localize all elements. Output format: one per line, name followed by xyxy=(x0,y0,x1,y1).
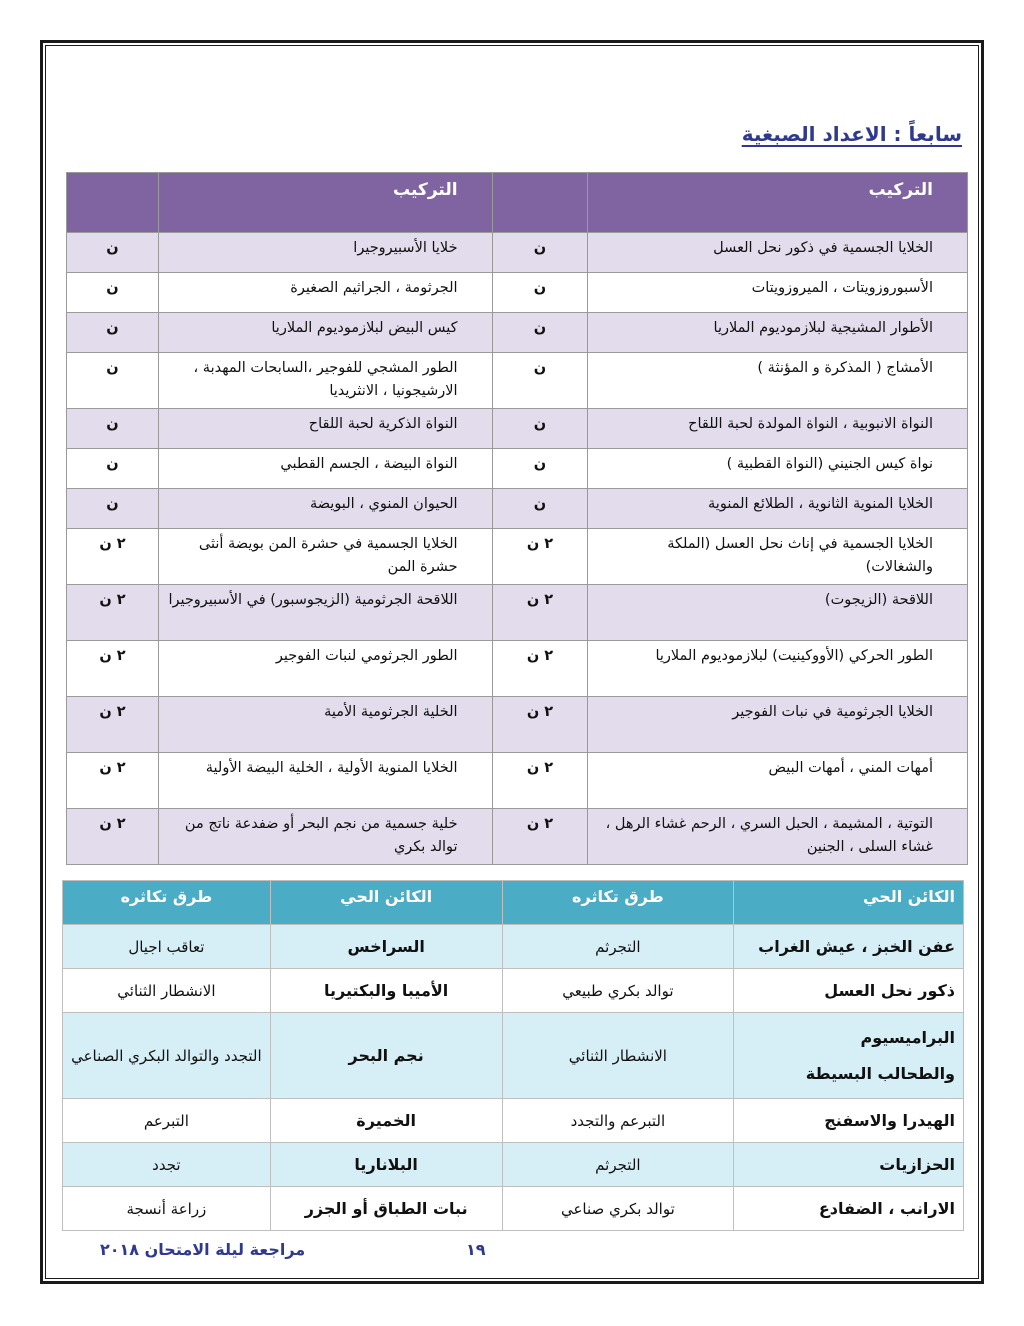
ploidy-table xyxy=(66,172,968,865)
ploidy-cell: ن xyxy=(67,273,159,313)
structure-cell: الخلايا الجسمية في ذكور نحل العسل xyxy=(588,233,968,273)
ploidy-cell: ن xyxy=(67,409,159,449)
ploidy-cell: ن xyxy=(492,313,588,353)
ploidy-cell: ن xyxy=(492,353,588,409)
structure-cell: الطور المشجي للفوجير ،السابحات المهدبة ، الارشيجونيا ، الانثريديا xyxy=(158,353,492,409)
structure-cell: الجرثومة ، الجراثيم الصغيرة xyxy=(158,273,492,313)
table-row xyxy=(67,273,968,313)
organism-cell: نجم البحر xyxy=(270,1013,502,1099)
structure-cell: خلية جسمية من نجم البحر أو ضفدعة ناتج من توالد بكري xyxy=(158,809,492,865)
table-row xyxy=(67,489,968,529)
ploidy-cell: ٢ ن xyxy=(67,585,159,641)
structure-cell: اللاقحة (الزيجوت) xyxy=(588,585,968,641)
structure-cell: الحيوان المنوي ، البويضة xyxy=(158,489,492,529)
header-ploidy-b xyxy=(67,173,159,233)
ploidy-cell: ٢ ن xyxy=(492,585,588,641)
ploidy-cell: ن xyxy=(67,449,159,489)
ploidy-cell: ٢ ن xyxy=(492,809,588,865)
method-cell: التجدد والتوالد البكري الصناعي xyxy=(63,1013,271,1099)
method-cell: توالد بكري صناعي xyxy=(502,1187,734,1231)
table-row xyxy=(63,969,964,1013)
table-row xyxy=(67,641,968,697)
table-row xyxy=(67,809,968,865)
structure-cell: النواة الذكرية لحبة اللقاح xyxy=(158,409,492,449)
ploidy-cell: ٢ ن xyxy=(67,529,159,585)
header-organism-a: الكائن الحي xyxy=(734,881,964,925)
page-number: ١٩ xyxy=(466,1240,486,1259)
ploidy-cell: ن xyxy=(67,489,159,529)
structure-cell: الخلايا الجسمية في حشرة المن بويضة أنثى حشرة المن xyxy=(158,529,492,585)
section-title: سابعاً : الاعداد الصبغية xyxy=(741,122,962,146)
method-cell: الانشطار الثنائي xyxy=(502,1013,734,1099)
structure-cell: الخلايا المنوية الثانوية ، الطلائع المنوية xyxy=(588,489,968,529)
organism-cell: الهيدرا والاسفنج xyxy=(734,1099,964,1143)
table-row xyxy=(63,1187,964,1231)
table-row xyxy=(67,353,968,409)
ploidy-cell: ٢ ن xyxy=(492,697,588,753)
organism-cell: نبات الطباق أو الجزر xyxy=(270,1187,502,1231)
organism-cell: السراخس xyxy=(270,925,502,969)
organism-cell: البلاناريا xyxy=(270,1143,502,1187)
structure-cell: الخلية الجرثومية الأمية xyxy=(158,697,492,753)
ploidy-cell: ٢ ن xyxy=(67,641,159,697)
organism-cell xyxy=(734,1013,964,1099)
ploidy-cell: ن xyxy=(492,449,588,489)
ploidy-cell: ٢ ن xyxy=(67,697,159,753)
organism-cell: الحزازيات xyxy=(734,1143,964,1187)
structure-cell: التوتية ، المشيمة ، الحبل السري ، الرحم غشاء الرهل ، غشاء السلى ، الجنين xyxy=(588,809,968,865)
table-row xyxy=(63,1099,964,1143)
organism-line: البراميسيوم xyxy=(860,1027,955,1047)
header-method-b: طرق تكاثره xyxy=(63,881,271,925)
organism-line: والطحالب البسيطة xyxy=(805,1063,955,1083)
header-method-a: طرق تكاثره xyxy=(502,881,734,925)
table-row xyxy=(67,449,968,489)
method-cell: الانشطار الثنائي xyxy=(63,969,271,1013)
table-row xyxy=(67,753,968,809)
method-cell: التبرعم والتجدد xyxy=(502,1099,734,1143)
organism-cell: ذكور نحل العسل xyxy=(734,969,964,1013)
header-structure-a: التركيب xyxy=(588,173,968,233)
structure-cell: الأمشاج ( المذكرة و المؤنثة ) xyxy=(588,353,968,409)
method-cell: تجدد xyxy=(63,1143,271,1187)
header-ploidy-a xyxy=(492,173,588,233)
table-row xyxy=(67,233,968,273)
organism-cell: عفن الخبز ، عيش الغراب xyxy=(734,925,964,969)
structure-cell: النواة البيضة ، الجسم القطبي xyxy=(158,449,492,489)
header-structure-b: التركيب xyxy=(158,173,492,233)
method-cell: التجرثم xyxy=(502,1143,734,1187)
method-cell: التجرثم xyxy=(502,925,734,969)
ploidy-cell: ٢ ن xyxy=(492,641,588,697)
ploidy-cell: ٢ ن xyxy=(492,529,588,585)
method-cell: تعاقب اجيال xyxy=(63,925,271,969)
table-row xyxy=(63,1013,964,1099)
structure-cell: اللاقحة الجرثومية (الزيجوسبور) في الأسبيروجيرا xyxy=(158,585,492,641)
structure-cell: الطور الحركي (الأووكينيت) لبلازموديوم الملاريا xyxy=(588,641,968,697)
ploidy-cell: ن xyxy=(67,313,159,353)
ploidy-cell: ن xyxy=(67,233,159,273)
ploidy-cell: ن xyxy=(492,233,588,273)
table-row xyxy=(67,529,968,585)
structure-cell: خلايا الأسبيروجيرا xyxy=(158,233,492,273)
table-row xyxy=(63,925,964,969)
table-row xyxy=(67,409,968,449)
reproduction-table xyxy=(62,880,964,1231)
table-row xyxy=(67,313,968,353)
organism-cell: الخميرة xyxy=(270,1099,502,1143)
header-organism-b: الكائن الحي xyxy=(270,881,502,925)
ploidy-cell: ٢ ن xyxy=(492,753,588,809)
ploidy-cell: ن xyxy=(67,353,159,409)
ploidy-cell: ٢ ن xyxy=(67,809,159,865)
structure-cell: الخلايا الجسمية في إناث نحل العسل (الملكة والشغالات) xyxy=(588,529,968,585)
method-cell: التبرعم xyxy=(63,1099,271,1143)
structure-cell: الخلايا الجرثومية في نبات الفوجير xyxy=(588,697,968,753)
footer-title: مراجعة ليلة الامتحان ٢٠١٨ xyxy=(100,1240,306,1259)
structure-cell: أمهات المني ، أمهات البيض xyxy=(588,753,968,809)
reproduction-table-header xyxy=(63,881,964,925)
method-cell: زراعة أنسجة xyxy=(63,1187,271,1231)
structure-cell: الطور الجرثومي لنبات الفوجير xyxy=(158,641,492,697)
structure-cell: النواة الانبوبية ، النواة المولدة لحبة اللقاح xyxy=(588,409,968,449)
structure-cell: الخلايا المنوية الأولية ، الخلية البيضة الأولية xyxy=(158,753,492,809)
ploidy-cell: ن xyxy=(492,489,588,529)
ploidy-cell: ٢ ن xyxy=(67,753,159,809)
table-row xyxy=(67,697,968,753)
structure-cell: الأطوار المشيجية لبلازموديوم الملاريا xyxy=(588,313,968,353)
organism-cell: الارانب ، الضفادع xyxy=(734,1187,964,1231)
ploidy-cell: ن xyxy=(492,273,588,313)
structure-cell: الأسبوروزويتات ، الميروزويتات xyxy=(588,273,968,313)
structure-cell: كيس البيض لبلازموديوم الملاريا xyxy=(158,313,492,353)
organism-cell: الأميبا والبكتيريا xyxy=(270,969,502,1013)
structure-cell: نواة كيس الجنيني (النواة القطبية ) xyxy=(588,449,968,489)
table-row xyxy=(63,1143,964,1187)
ploidy-cell: ن xyxy=(492,409,588,449)
table-row xyxy=(67,585,968,641)
ploidy-table-header xyxy=(67,173,968,233)
method-cell: توالد بكري طبيعي xyxy=(502,969,734,1013)
